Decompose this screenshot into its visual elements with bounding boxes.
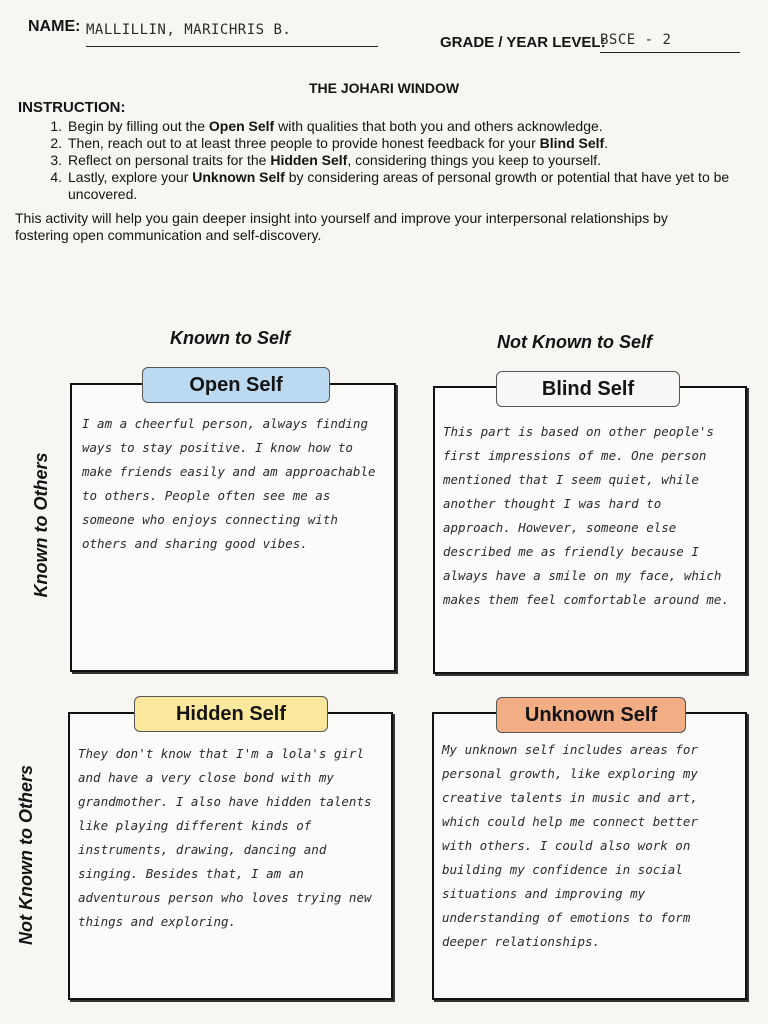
step-keyword: Hidden Self [270, 152, 348, 168]
hidden-self-text[interactable]: They don't know that I'm a lola's girl and have a very close bond with my grandmother. I also have hidden talents like playing different kinds of instruments, drawing, dancing and singing. Besides that, I am an adventurous person who loves trying new things and exploring. [78, 746, 372, 929]
instruction-step [50, 169, 738, 203]
step-number: 1. [50, 118, 62, 134]
step-text: Begin by filling out the [68, 118, 209, 134]
step-text: . [604, 135, 609, 151]
step-keyword: Unknown Self [192, 169, 285, 185]
open-self-title: Open Self [142, 367, 330, 403]
axis-not-known-to-self: Not Known to Self [497, 332, 652, 352]
step-number: 4. [50, 169, 62, 185]
grade-field[interactable]: BSCE - 2 [600, 32, 740, 53]
open-self-text[interactable]: I am a cheerful person, always finding ways to stay positive. I know how to make friends easily and am approachable to others. People often see me as someone who enjoys connecting with others and sharing good vibes. [82, 416, 376, 551]
instruction-step [50, 152, 738, 169]
instruction-heading: INSTRUCTION: [18, 99, 126, 116]
step-keyword: Open Self [208, 118, 275, 134]
step-keyword: Blind Self [539, 135, 605, 151]
step-text: Then, reach out to at least three people to provide honest feedback for your [68, 135, 540, 151]
step-text: Reflect on personal traits for the [68, 152, 271, 168]
axis-known-to-self: Known to Self [170, 328, 290, 348]
hidden-self-title: Hidden Self [134, 696, 328, 732]
step-number: 2. [50, 135, 62, 151]
step-text: with qualities that both you and others acknowledge. [274, 118, 603, 134]
step-text: Lastly, explore your [68, 169, 193, 185]
activity-summary: This activity will help you gain deeper insight into yourself and improve your interpersonal relationships by fostering open communication and self-discovery. [15, 210, 668, 243]
page-title: THE JOHARI WINDOW [308, 80, 460, 96]
unknown-self-text[interactable]: My unknown self includes areas for personal growth, like exploring my creative talents in music and art, which could help me connect better with others. I could also work on building my confidence in social situations and improving my understanding of emotions to form deeper relationships. [442, 742, 698, 949]
axis-not-known-to-others: Not Known to Others [16, 765, 36, 945]
instruction-step [50, 118, 738, 135]
name-label: NAME: [28, 18, 81, 35]
instruction-step [50, 135, 738, 152]
blind-self-title: Blind Self [496, 371, 680, 407]
grade-label: GRADE / YEAR LEVEL: [440, 34, 606, 51]
step-text: by considering areas of personal growth or potential that have yet to be uncovered. [68, 169, 730, 202]
name-field[interactable]: MALLILLIN, MARICHRIS B. [86, 22, 378, 47]
unknown-self-title: Unknown Self [496, 697, 686, 733]
instruction-list [50, 118, 738, 203]
step-text: , considering things you keep to yourself. [347, 152, 602, 168]
axis-known-to-others: Known to Others [31, 452, 51, 598]
step-number: 3. [50, 152, 62, 168]
blind-self-text[interactable]: This part is based on other people's first impressions of me. One person mentioned that I seem quiet, while another thought I was hard to approach. However, someone else described me as friendly because I always have a smile on my face, which makes them feel comfortable around me. [443, 424, 729, 607]
